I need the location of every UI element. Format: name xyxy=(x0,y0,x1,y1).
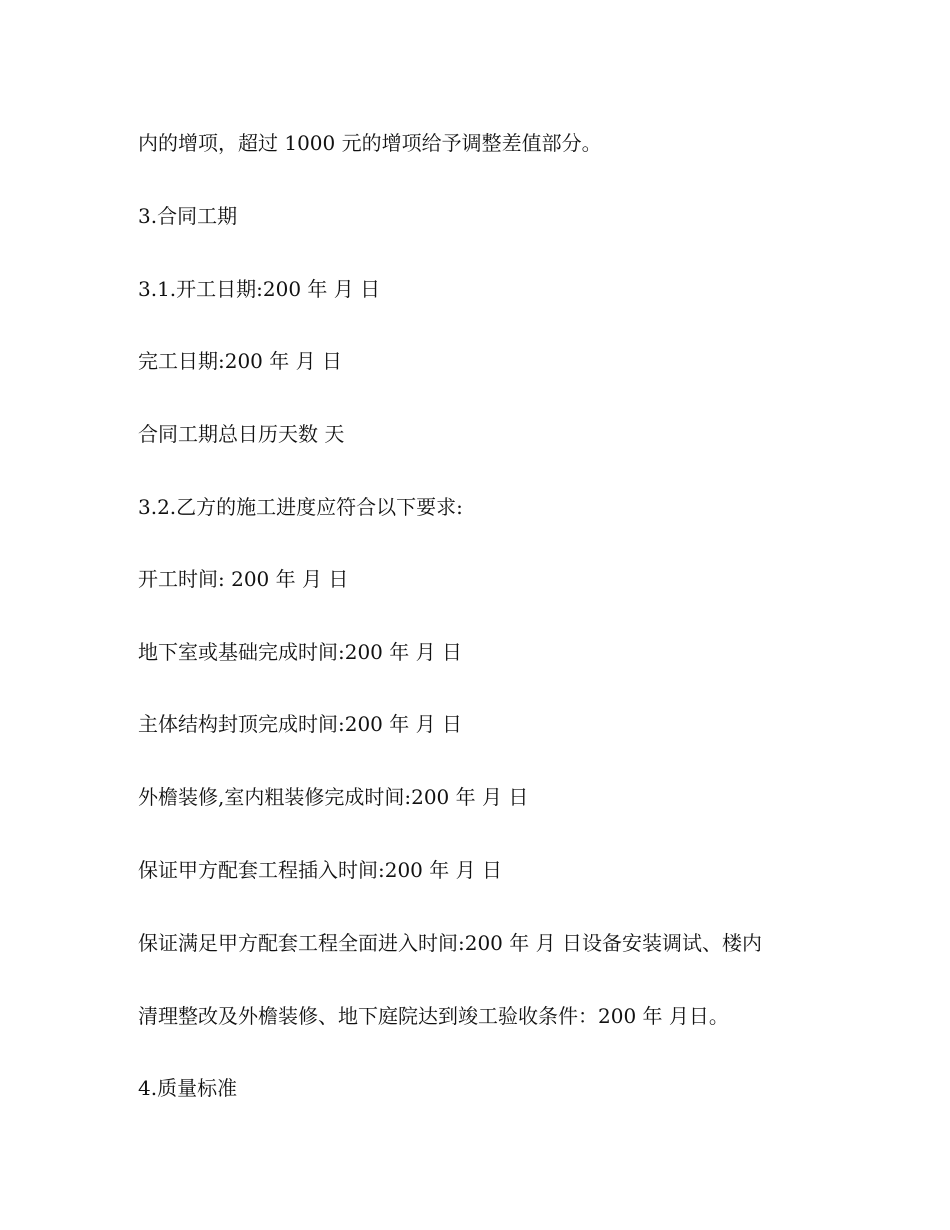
text-line-progress-requirements: 3.2.乙方的施工进度应符合以下要求: xyxy=(138,495,463,519)
text-line-acceptance-conditions: 清理整改及外檐装修、地下庭院达到竣工验收条件：200 年 月日。 xyxy=(138,1004,729,1028)
text-line-completion-date: 完工日期:200 年 月 日 xyxy=(138,349,342,373)
text-line-start-time: 开工时间: 200 年 月 日 xyxy=(138,567,349,591)
section-heading-contract-period: 3.合同工期 xyxy=(138,204,238,228)
text-line-supporting-works-full-entry: 保证满足甲方配套工程全面进入时间:200 年 月 日设备安装调试、楼内 xyxy=(138,931,762,955)
text-line-basement-completion: 地下室或基础完成时间:200 年 月 日 xyxy=(138,640,462,664)
text-line-exterior-decoration: 外檐装修,室内粗装修完成时间:200 年 月 日 xyxy=(138,785,529,809)
text-line-start-date: 3.1.开工日期:200 年 月 日 xyxy=(138,277,381,301)
text-line-supporting-works-insertion: 保证甲方配套工程插入时间:200 年 月 日 xyxy=(138,858,502,882)
section-heading-quality-standard: 4.质量标准 xyxy=(138,1076,238,1100)
text-line-total-days: 合同工期总日历天数 天 xyxy=(138,422,345,446)
text-line-1: 内的增项，超过 1000 元的增项给予调整差值部分。 xyxy=(138,131,602,155)
text-line-structure-topping: 主体结构封顶完成时间:200 年 月 日 xyxy=(138,712,462,736)
